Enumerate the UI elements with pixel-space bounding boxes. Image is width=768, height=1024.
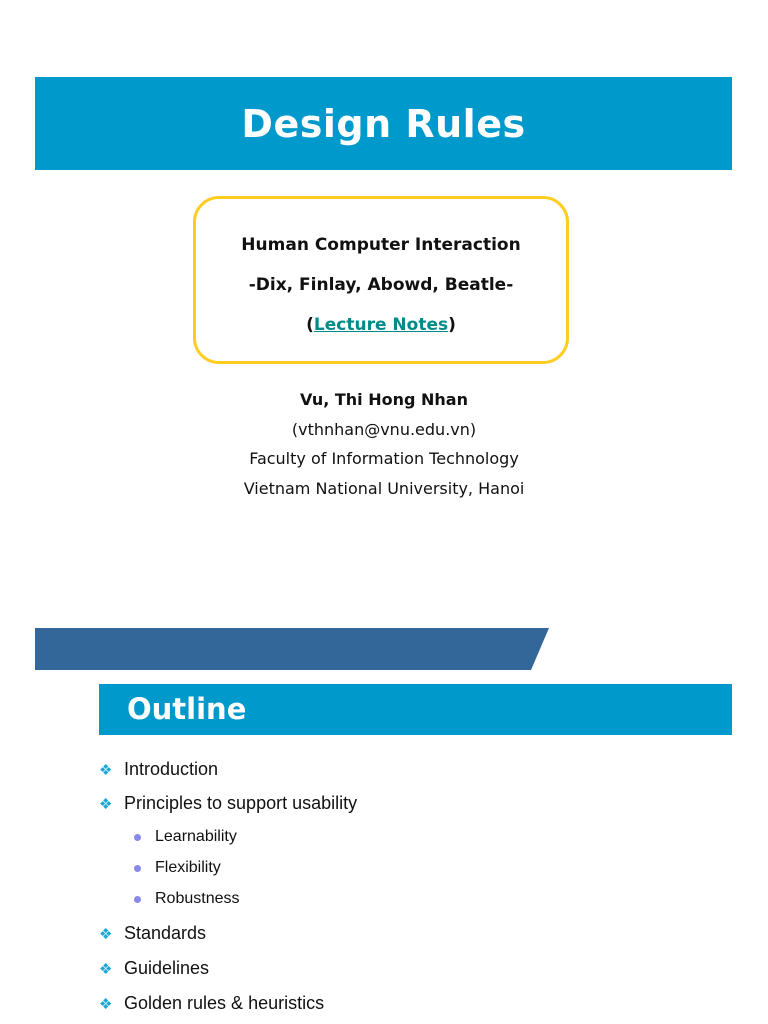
- slide-title-bar: [35, 77, 732, 170]
- diamond-bullet-icon: ❖: [99, 995, 113, 1013]
- outline-heading-bar: [99, 684, 732, 735]
- reference-box: [193, 196, 569, 364]
- author-email: (vthnhan@vnu.edu.vn): [291, 420, 477, 439]
- author-university: Vietnam National University, Hanoi: [243, 479, 525, 498]
- list-item: [99, 759, 218, 780]
- diamond-bullet-icon: ❖: [99, 795, 113, 813]
- list-item: [99, 993, 324, 1014]
- slide-header-band: [35, 628, 549, 670]
- list-item: [99, 793, 357, 814]
- reference-authors: -Dix, Finlay, Abowd, Beatle-: [248, 275, 514, 295]
- dot-bullet-icon: [134, 896, 141, 903]
- dot-bullet-icon: [134, 865, 141, 872]
- list-item-label: Standards: [124, 923, 207, 943]
- author-faculty: Faculty of Information Technology: [249, 449, 519, 468]
- diamond-bullet-icon: ❖: [99, 960, 113, 978]
- diamond-bullet-icon: ❖: [99, 761, 113, 779]
- list-item: [99, 923, 206, 944]
- lecture-notes-link[interactable]: Lecture Notes: [313, 315, 449, 335]
- diamond-bullet-icon: ❖: [99, 925, 113, 943]
- author-name: Vu, Thi Hong Nhan: [300, 390, 468, 409]
- open-paren: (: [306, 315, 314, 335]
- sub-list-item-label: Flexibility: [155, 859, 221, 876]
- list-item-label: Principles to support usability: [124, 793, 358, 813]
- sub-list-item-label: Learnability: [155, 828, 237, 845]
- dot-bullet-icon: [134, 834, 141, 841]
- outline-heading: Outline: [127, 692, 247, 726]
- list-item-label: Golden rules & heuristics: [124, 993, 325, 1013]
- sub-list-item: [134, 828, 237, 846]
- slide-title: Design Rules: [241, 101, 526, 146]
- close-paren: ): [448, 315, 456, 335]
- sub-list-item-label: Robustness: [155, 890, 240, 907]
- list-item-label: Guidelines: [124, 958, 210, 978]
- sub-list-item: [134, 859, 221, 877]
- reference-link-line: [196, 315, 566, 335]
- list-item: [99, 958, 209, 979]
- reference-book-title: Human Computer Interaction: [241, 235, 521, 255]
- list-item-label: Introduction: [124, 759, 219, 779]
- sub-list-item: [134, 890, 240, 908]
